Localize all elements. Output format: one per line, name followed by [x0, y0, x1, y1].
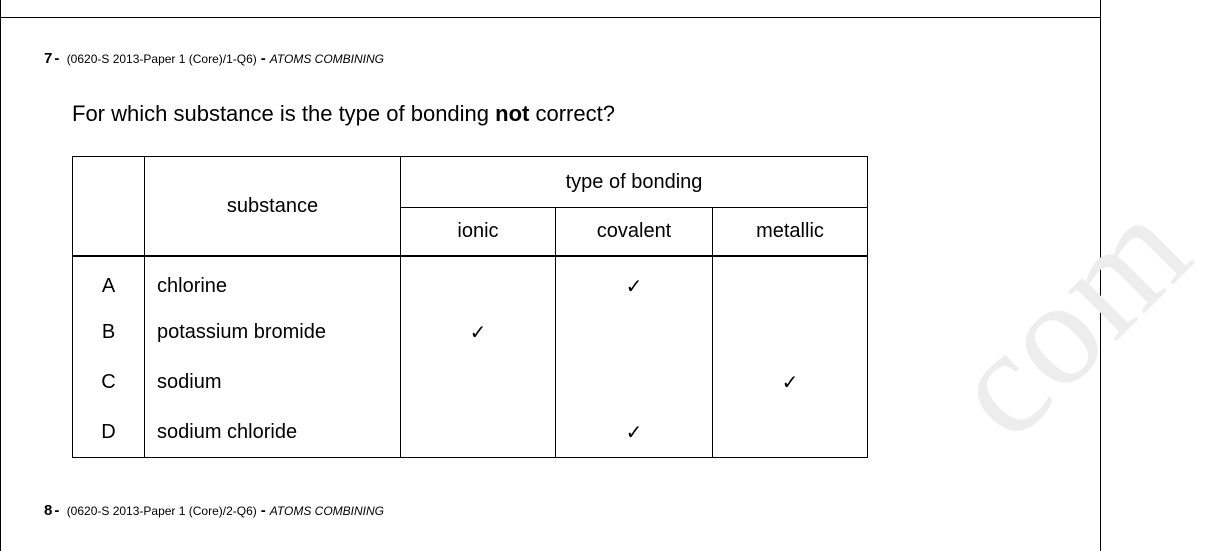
table-row: [73, 256, 868, 307]
row-substance: sodium: [145, 357, 401, 407]
question-7-header: [44, 50, 384, 67]
tick-mark-icon: ✓: [556, 256, 713, 307]
cell-covalent: [556, 357, 713, 407]
question-source: (0620-S 2013-Paper 1 (Core)/1-Q6): [66, 52, 257, 66]
question-7-text: [72, 101, 615, 127]
row-letter: B: [73, 307, 145, 357]
cell-ionic: [401, 357, 556, 407]
table-body: [73, 256, 868, 458]
table-row: [73, 407, 868, 458]
cell-metallic: [713, 407, 868, 458]
tick-mark-icon: ✓: [556, 407, 713, 458]
question-number: 7: [44, 50, 53, 67]
question-source: (0620-S 2013-Paper 1 (Core)/2-Q6): [66, 504, 257, 518]
cell-metallic: [713, 307, 868, 357]
tick-mark-icon: ✓: [713, 357, 868, 407]
question-text-emphasis: not: [495, 101, 530, 126]
tick-mark-icon: ✓: [401, 307, 556, 357]
bonding-header: type of bonding: [401, 157, 868, 208]
substance-header: substance: [145, 157, 401, 257]
row-letter: C: [73, 357, 145, 407]
page-frame-top: [0, 0, 1101, 18]
table-row: [73, 357, 868, 407]
cell-metallic: [713, 256, 868, 307]
row-substance: sodium chloride: [145, 407, 401, 458]
bonding-table: [72, 156, 868, 458]
cell-ionic: [401, 256, 556, 307]
row-substance: chlorine: [145, 256, 401, 307]
dash-separator: -: [54, 50, 60, 67]
row-letter: A: [73, 256, 145, 307]
question-text-start: For which substance is the type of bonding: [72, 101, 496, 126]
row-letter: D: [73, 407, 145, 458]
cell-ionic: [401, 407, 556, 458]
column-header-ionic: ionic: [401, 208, 556, 257]
question-8-header: [44, 502, 384, 519]
watermark: com: [917, 165, 1222, 470]
dash-separator: -: [260, 50, 266, 67]
row-substance: potassium bromide: [145, 307, 401, 357]
table-row: [73, 307, 868, 357]
dash-separator: -: [260, 502, 266, 519]
letter-header-cell: [73, 157, 145, 257]
question-number: 8: [44, 502, 53, 519]
column-header-covalent: covalent: [556, 208, 713, 257]
question-topic: ATOMS COMBINING: [269, 504, 385, 518]
question-text-end: correct?: [529, 101, 615, 126]
dash-separator: -: [54, 502, 60, 519]
column-header-metallic: metallic: [713, 208, 868, 257]
question-topic: ATOMS COMBINING: [269, 52, 385, 66]
cell-covalent: [556, 307, 713, 357]
